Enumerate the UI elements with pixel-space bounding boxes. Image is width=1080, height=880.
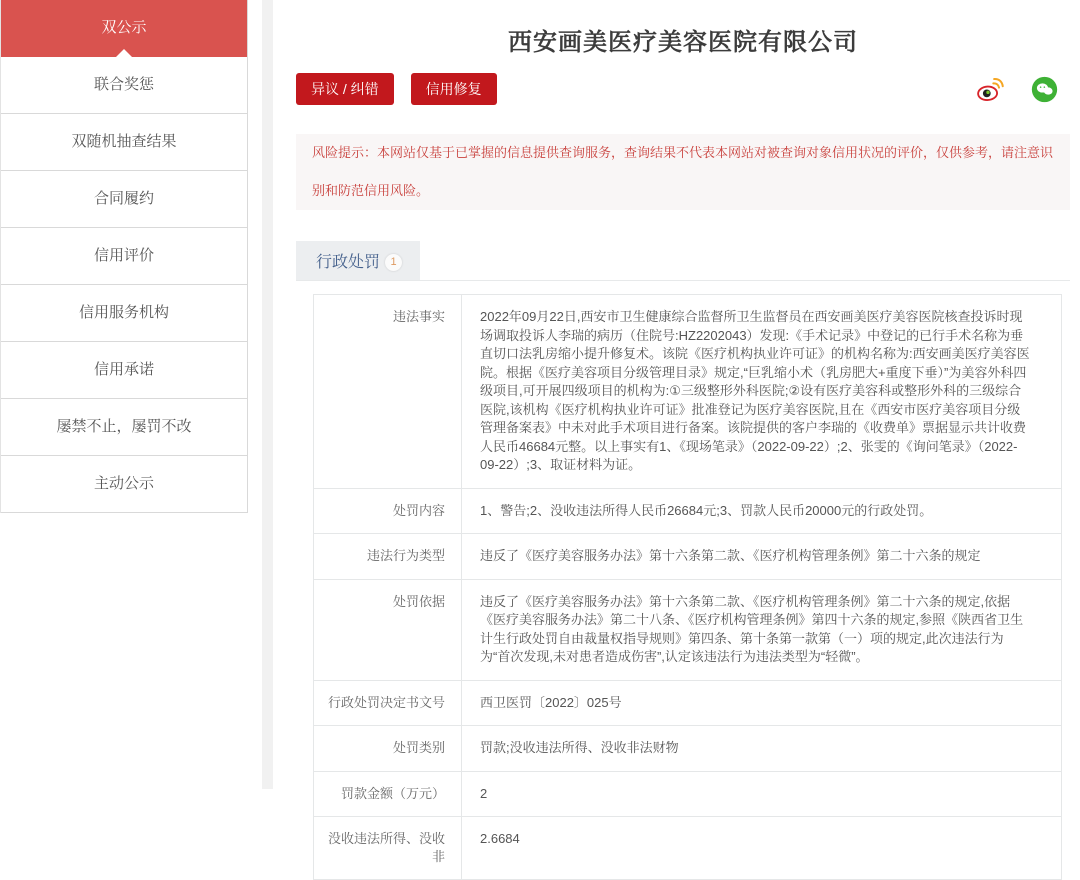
row-label: 处罚类别 <box>314 726 462 772</box>
table-row-penalty-content <box>314 488 1062 534</box>
tab-bar <box>296 241 1070 281</box>
sidebar-item-credit-evaluation[interactable]: 信用评价 <box>1 228 247 285</box>
tab-label: 行政处罚 <box>316 254 381 271</box>
scrollbar-track[interactable] <box>262 0 273 789</box>
row-label: 没收违法所得、没收非 <box>314 817 462 880</box>
row-value: 违反了《医疗美容服务办法》第十六条第二款、《医疗机构管理条例》第二十六条的规定 <box>462 534 1062 580</box>
table-row-fine-amount <box>314 771 1062 817</box>
wechat-icon[interactable] <box>1031 76 1058 103</box>
row-value: 西卫医罚〔2022〕025号 <box>462 680 1062 726</box>
table-row-violation-type <box>314 534 1062 580</box>
row-value: 2 <box>462 771 1062 817</box>
table-row-decision-document-number <box>314 680 1062 726</box>
row-value: 违反了《医疗美容服务办法》第十六条第二款、《医疗机构管理条例》第二十六条的规定,依据《医疗美容服务办法》第二十八条、《医疗机构管理条例》第四十六条的规定,参照《陕西省卫生计生行政处罚自由裁量权指导规则》第四条、第十条第一款第（一）项的规定,此次违法行为为“首次发现,未对患者造成伤害”,认定该违法行为违法类型为“轻微”。 <box>462 579 1062 680</box>
sidebar <box>0 0 248 513</box>
page-title: 西安画美医疗美容医院有限公司 <box>508 29 858 56</box>
weibo-icon[interactable] <box>976 76 1003 103</box>
sidebar-item-credit-service-agency[interactable]: 信用服务机构 <box>1 285 247 342</box>
toolbar <box>296 73 1070 105</box>
row-label: 罚款金额（万元） <box>314 771 462 817</box>
main-content <box>296 0 1070 880</box>
tab-count-badge: 1 <box>385 254 402 271</box>
dispute-correction-button[interactable]: 异议 / 纠错 <box>296 73 394 105</box>
sidebar-item-double-publicity[interactable]: 双公示 <box>1 0 247 57</box>
tab-administrative-penalty[interactable] <box>296 241 420 280</box>
row-value: 1、警告;2、没收违法所得人民币26684元;3、罚款人民币20000元的行政处罚。 <box>462 488 1062 534</box>
sidebar-item-voluntary-disclosure[interactable]: 主动公示 <box>1 456 247 513</box>
row-value: 罚款;没收违法所得、没收非法财物 <box>462 726 1062 772</box>
risk-notice: 风险提示：本网站仅基于已掌握的信息提供查询服务，查询结果不代表本网站对被查询对象信用状况的评价，仅供参考，请注意识别和防范信用风险。 <box>296 134 1070 210</box>
row-label: 违法事实 <box>314 295 462 489</box>
sidebar-item-repeat-offenders[interactable]: 屡禁不止，屡罚不改 <box>1 399 247 456</box>
sidebar-item-credit-commitment[interactable]: 信用承诺 <box>1 342 247 399</box>
share-icons <box>948 76 1070 103</box>
row-label: 违法行为类型 <box>314 534 462 580</box>
row-value: 2.6684 <box>462 817 1062 880</box>
row-label: 处罚内容 <box>314 488 462 534</box>
table-row-confiscation-amount <box>314 817 1062 880</box>
row-label: 处罚依据 <box>314 579 462 680</box>
sidebar-item-joint-reward-punishment[interactable]: 联合奖惩 <box>1 57 247 114</box>
table-row-penalty-basis <box>314 579 1062 680</box>
penalty-detail-table <box>313 294 1062 880</box>
row-label: 行政处罚决定书文号 <box>314 680 462 726</box>
table-row-penalty-category <box>314 726 1062 772</box>
sidebar-item-contract-performance[interactable]: 合同履约 <box>1 171 247 228</box>
credit-repair-button[interactable]: 信用修复 <box>411 73 497 105</box>
table-row-violation-facts <box>314 295 1062 489</box>
row-value: 2022年09月22日,西安市卫生健康综合监督所卫生监督员在西安画美医疗美容医院核查投诉时现场调取投诉人李瑞的病历（住院号:HZ2202043）发现:《手术记录》中登记的已行手术名称为垂直切口法乳房缩小提升修复术。该院《医疗机构执业许可证》的机构名称为:西安画美医疗美容医院。根据《医疗美容项目分级管理目录》规定,“巨乳缩小术（乳房肥大+重度下垂）”为美容外科四级项目,可开展四级项目的机构为:①三级整形外科医院;②设有医疗美容科或整形外科的三级综合医院,该机构《医疗机构执业许可证》批准登记为医疗美容医院,且在《西安市医疗美容项目分级管理备案表》中未对此手术项目进行备案。该院提供的客户李瑞的《收费单》票据显示共计收费人民币46684元整。以上事实有1、《现场笔录》（2022-09-22）;2、张雯的《询问笔录》（2022-09-22）;3、取证材料为证。 <box>462 295 1062 489</box>
sidebar-item-random-inspection-results[interactable]: 双随机抽查结果 <box>1 114 247 171</box>
